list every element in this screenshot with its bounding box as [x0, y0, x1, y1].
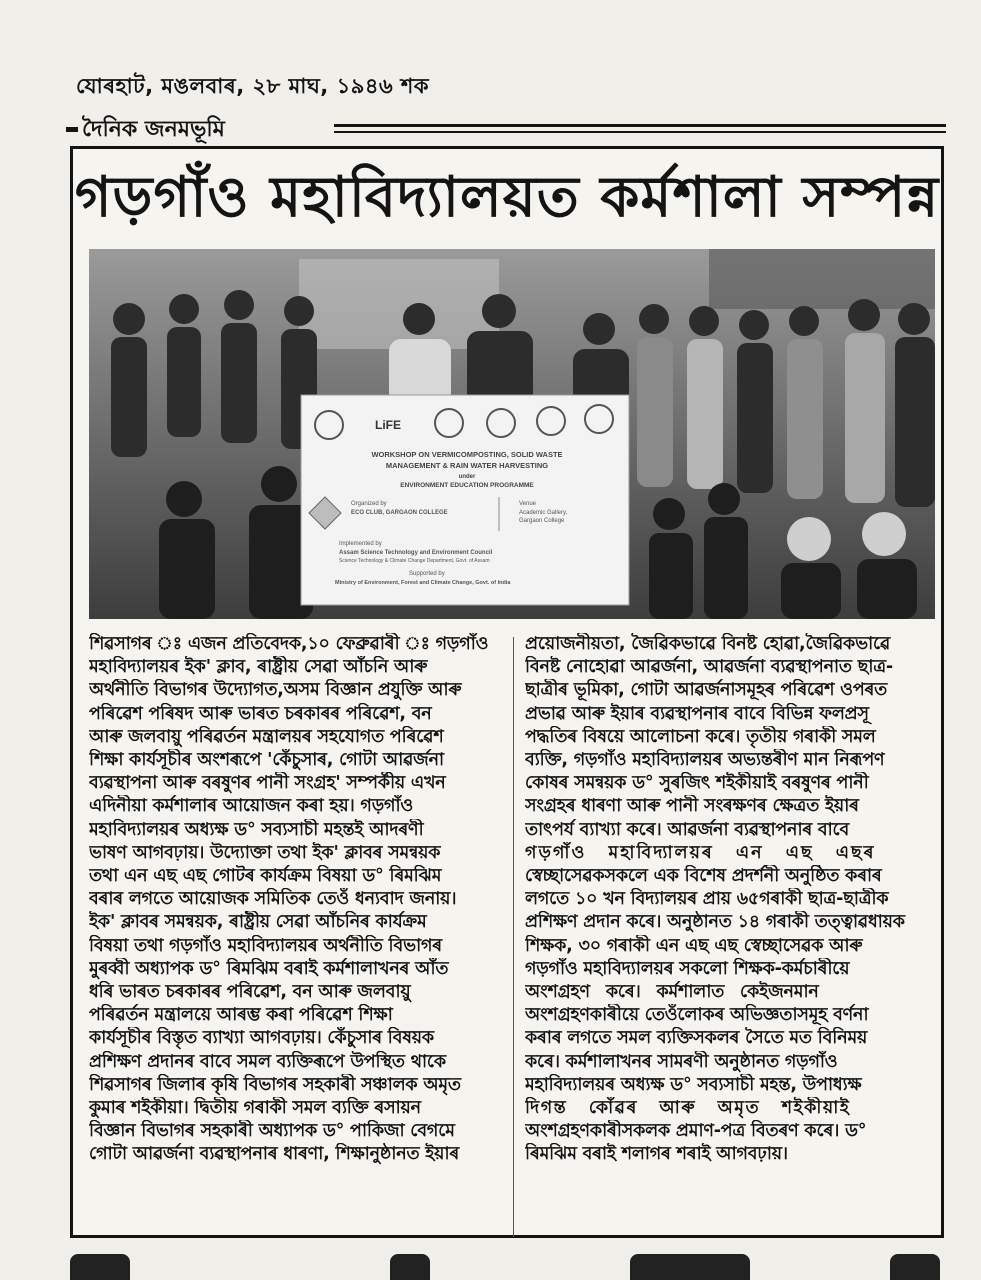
- article-headline: গড়গাঁও মহাবিদ্যালয়ত কৰ্মশালা সম্পন্ন: [74, 165, 940, 230]
- banner-venue-1: Academic Gallery,: [519, 510, 568, 516]
- banner-organized-label: Organized by: [351, 501, 387, 507]
- article-line: শিৱসাগৰ ঃ এজন প্ৰতিবেদক,১০ ফেব্ৰুৱাৰী ঃ গড়গাঁও: [89, 634, 489, 654]
- article-line: গড়গাঁও মহাবিদ্যালয়ৰ সকলো শিক্ষক-কৰ্মচাৰীয়ে: [525, 958, 850, 979]
- banner-title-1: WORKSHOP ON VERMICOMPOSTING, SOLID WASTE: [371, 450, 563, 459]
- article-line: পৰিৱৰ্তন মন্ত্ৰালয়ে আৰম্ভ কৰা পৰিৱেশ শিক্ষা: [89, 1005, 393, 1026]
- banner-title-3: under: [458, 474, 476, 480]
- banner-implementer-2: Science Technology & Climate Change Department, Govt. of Assam: [339, 558, 490, 564]
- article-line: অংশগ্ৰহণকাৰীসকলক প্ৰমাণ-পত্ৰ বিতৰণ কৰে। ড°: [525, 1121, 867, 1142]
- banner-supporter: Ministry of Environment, Forest and Climate Change, Govt. of India: [335, 580, 511, 586]
- article-line: ব্যৱস্থাপনা আৰু বৰষুণৰ পানী সংগ্ৰহ' সম্পৰ্কীয় এখন: [89, 773, 446, 794]
- column-divider: [513, 637, 514, 1237]
- header-dash: [66, 127, 78, 132]
- article-line: শিৱসাগৰ জিলাৰ কৃষি বিভাগৰ সহকাৰী সঞ্চালক অমৃত: [89, 1074, 461, 1095]
- newspaper-header: [66, 112, 946, 146]
- article-line: ইক' ক্লাবৰ সমন্বয়ক, ৰাষ্ট্ৰীয় সেৱা আঁচনিৰ কাৰ্যক্ৰম: [89, 912, 427, 933]
- article-line: মুৰব্বী অধ্যাপক ড° ৰিমঝিম বৰাই কৰ্মশালাখনৰ আঁত: [89, 958, 449, 979]
- banner-supported-label: Supported by: [409, 571, 445, 577]
- header-rule: [334, 124, 946, 133]
- article-line: ধৰি ভাৰত চৰকাৰৰ পৰিৱেশ, বন আৰু জলবায়ু: [89, 982, 411, 1003]
- article-line: ভাষণ আগবঢ়ায়। উদ্যোক্তা তথা ইক' ক্লাবৰ সমন্বয়ক: [89, 842, 441, 863]
- banner-venue-label: Venue: [519, 501, 537, 507]
- article-line: মহাবিদ্যালয়ৰ অধ্যক্ষ ড° সব্যসাচী মহন্তই আদৰণী: [89, 819, 424, 840]
- article-line: মহাবিদ্যালয়ৰ ইক' ক্লাব, ৰাষ্ট্ৰীয় সেৱা আঁচনি আৰু: [89, 657, 428, 678]
- article-line: লগতে ১০ খন বিদ্যালয়ৰ প্ৰায় ৬৫গৰাকী ছাত্ৰ-ছাত্ৰীক: [525, 889, 889, 910]
- banner-logo-text: LiFE: [375, 418, 401, 432]
- article-line: বৰাৰ লগতে আয়োজক সমিতিক তেওঁ ধন্যবাদ জনায়।: [89, 889, 457, 910]
- article-line: স্বেচ্ছাসেৱকসকলে এক বিশেষ প্ৰদৰ্শনী অনুষ্ঠিত কৰাৰ: [525, 866, 882, 887]
- article-line: কাৰ্যসূচীৰ বিস্তৃত ব্যাখ্যা আগবঢ়ায়। কেঁচুসাৰ বিষয়ক: [89, 1028, 434, 1049]
- news-photo: [89, 249, 935, 619]
- text-fragment: [890, 1254, 940, 1280]
- news-article: [70, 146, 944, 1238]
- banner-venue-2: Gargaon College: [519, 518, 565, 524]
- article-line: কৰে। কৰ্মশালাখনৰ সামৰণী অনুষ্ঠানত গড়গাঁও: [525, 1051, 838, 1072]
- article-line: আৰু জলবায়ু পৰিৱৰ্তন মন্ত্ৰালয়ৰ সহযোগত পৰিৱেশ: [89, 726, 444, 747]
- text-fragment: [70, 1254, 130, 1280]
- article-line: অংশগ্ৰহণকাৰীয়ে তেওঁলোকৰ অভিজ্ঞতাসমূহ বৰ্ণনা: [525, 1005, 869, 1026]
- article-line: বিজ্ঞান বিভাগৰ সহকাৰী অধ্যাপক ড° পাকিজা বেগমে: [89, 1121, 455, 1142]
- next-article-fragment: [70, 1244, 944, 1280]
- newspaper-name: দৈনিক জনমভূমি: [82, 117, 225, 142]
- article-line: কুমাৰ শইকীয়া। দ্বিতীয় গৰাকী সমল ব্যক্তি ৰসায়ন: [89, 1098, 421, 1119]
- article-line: অৰ্থনীতি বিভাগৰ উদ্যোগত,অসম বিজ্ঞান প্ৰযুক্তি আৰু: [89, 680, 462, 701]
- article-column-right: [525, 633, 933, 1167]
- article-line: ব্যক্তি, গড়গাঁও মহাবিদ্যালয়ৰ অভ্যন্তৰীণ মান নিৰূপণ: [525, 750, 885, 771]
- article-line: কোষৰ সমন্বয়ক ড° সুৰজিৎ শইকীয়াই বৰষুণৰ পানী: [525, 773, 869, 794]
- article-line: গড়গাঁও মহাবিদ্যালয়ৰ এন এছ এছৰ: [525, 842, 876, 863]
- article-line: বিনষ্ট নোহোৱা আৱৰ্জনা, আৱৰ্জনা ব্যৱস্থাপনাত ছাত্ৰ-: [525, 657, 893, 678]
- article-line: পৰিৱেশ পৰিষদ আৰু ভাৰত চৰকাৰৰ পৰিৱেশ, বন: [89, 703, 432, 724]
- banner-title-2: MANAGEMENT & RAIN WATER HARVESTING: [385, 461, 549, 470]
- article-line: প্ৰশিক্ষণ প্ৰদানৰ বাবে সমল ব্যক্তিৰূপে উপস্থিত থাকে: [89, 1051, 446, 1072]
- banner-title-4: ENVIRONMENT EDUCATION PROGRAMME: [400, 482, 534, 489]
- article-line: এদিনীয়া কৰ্মশালাৰ আয়োজন কৰা হয়। গড়গাঁও: [89, 796, 414, 817]
- article-line: ছাত্ৰীৰ ভূমিকা, গোটা আৱৰ্জনাসমূহৰ পৰিৱেশ ওপৰত: [525, 680, 888, 701]
- article-line: শিক্ষক, ৩০ গৰাকী এন এছ এছ স্বেচ্ছাসেৱক আৰু: [525, 935, 863, 956]
- article-line: দিগন্ত কোঁৱৰ আৰু অমৃত শইকীয়াই: [525, 1098, 851, 1119]
- article-line: প্ৰশিক্ষণ প্ৰদান কৰে। অনুষ্ঠানত ১৪ গৰাকী তত্ত্বাৱধায়ক: [525, 912, 905, 933]
- article-line: গোটা আৱৰ্জনা ব্যৱস্থাপনাৰ ধাৰণা, শিক্ষানুষ্ঠানত ইয়াৰ: [89, 1144, 460, 1165]
- article-line: তথা এন এছ এছ গোটৰ কাৰ্যক্ৰম বিষয়া ড° ৰিমঝিম: [89, 866, 442, 887]
- article-line: প্ৰভাৱ আৰু ইয়াৰ ব্যৱস্থাপনাৰ বাবে বিভিন্ন ফলপ্ৰসূ: [525, 703, 869, 724]
- group-photo-illustration: [89, 249, 935, 619]
- article-column-left: [89, 633, 505, 1167]
- article-line: অংশগ্ৰহণ কৰে। কৰ্মশালাত কেইজনমান: [525, 982, 819, 1003]
- dateline: যোৰহাট, মঙলবাৰ, ২৮ মাঘ, ১৯৪৬ শক: [76, 74, 430, 98]
- banner-implementer-1: Assam Science Technology and Environment Council: [339, 550, 493, 556]
- text-fragment: [630, 1254, 750, 1280]
- article-line: সংগ্ৰহৰ ধাৰণা আৰু পানী সংৰক্ষণৰ ক্ষেত্ৰত ইয়াৰ: [525, 796, 859, 817]
- text-fragment: [390, 1254, 430, 1280]
- banner-organizer: ECO CLUB, GARGAON COLLEGE: [351, 510, 448, 516]
- article-line: ৰিমঝিম বৰাই শলাগৰ শৰাই আগবঢ়ায়।: [525, 1144, 788, 1165]
- article-line: তাৎপৰ্য ব্যাখ্যা কৰে। আৱৰ্জনা ব্যৱস্থাপনাৰ বাবে: [525, 819, 850, 840]
- article-line: কৰাৰ লগতে সমল ব্যক্তিসকলৰ সৈতে মত বিনিময়: [525, 1028, 868, 1049]
- article-line: পদ্ধতিৰ বিষয়ে আলোচনা কৰে। তৃতীয় গৰাকী সমল: [525, 726, 876, 747]
- article-line: বিষয়া তথা গড়গাঁও মহাবিদ্যালয়ৰ অৰ্থনীতি বিভাগৰ: [89, 935, 442, 956]
- article-line: শিক্ষা কাৰ্যসূচীৰ অংশৰূপে 'কেঁচুসাৰ, গোটা আৱৰ্জনা: [89, 750, 444, 771]
- article-line: মহাবিদ্যালয়ৰ অধ্যক্ষ ড° সব্যসাচী মহন্ত, উপাধ্যক্ষ: [525, 1074, 862, 1095]
- banner-implemented-label: Implemented by: [339, 541, 382, 547]
- article-line: প্ৰয়োজনীয়তা, জৈৱিকভাৱে বিনষ্ট হোৱা,জৈৱিকভাৱে: [525, 634, 891, 654]
